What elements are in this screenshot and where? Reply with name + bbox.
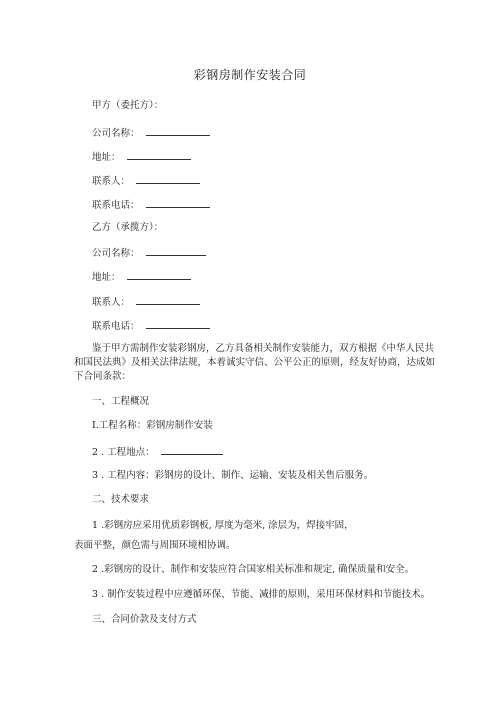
section-1-item-3: 3 . 工程内容：彩钢房的设计、制作、运输、安装及相关售后服务。 [92,470,374,481]
party-b-address-row [92,270,191,284]
party-b-heading: 乙方（承揽方）： [92,222,164,233]
section-2-item-1-line-1: 1 .彩钢房应采用优质彩钢板, 厚度为毫米, 涂层为，焊接牢固， [92,520,354,531]
party-a-phone-row [92,198,210,212]
party-a-phone-label: 联系电话： [92,200,140,211]
party-b-company-row [92,246,206,260]
party-b-company-label: 公司名称： [92,248,140,259]
party-b-contact-row [92,295,200,309]
party-b-address-blank [127,270,191,280]
party-b-company-blank [146,246,206,256]
party-a-company-label: 公司名称： [92,128,140,139]
party-b-contact-label: 联系人： [92,297,131,308]
party-b-phone-label: 联系电话： [92,321,140,332]
party-a-contact-label: 联系人： [92,176,131,187]
party-a-address-label: 地址： [92,152,121,163]
intro-line-2: 和国民法典》及相关法律法规，本着诚实守信、公平公正的原则，经友好协商，达成如 [74,357,436,368]
section-1-item-2: 2 . 工程地点： [92,447,155,458]
party-b-address-label: 地址： [92,272,121,283]
section-2-item-3: 3 . 制作安装过程中应遵循环保、节能、减排的原则，采用环保材料和节能技术。 [92,589,431,600]
party-a-contact-blank [136,174,200,184]
section-1-item-2-row [92,445,223,459]
party-b-phone-row [92,319,210,333]
section-1-heading: 一、工程概况 [92,396,150,407]
party-a-company-row [92,126,210,140]
section-2-item-2: 2 .彩钢房的设计、制作和安装应符合国家相关标准和规定, 确保质量和安全。 [92,564,415,575]
section-2-heading: 二、技术要求 [92,494,150,505]
section-2-item-1-line-2: 表面平整，颜色需与周围环境相协调。 [74,540,236,551]
party-b-contact-blank [136,295,200,305]
party-a-company-blank [146,126,210,136]
section-1-item-2-blank [161,445,223,455]
party-a-phone-blank [146,198,210,208]
party-b-phone-blank [146,319,210,329]
party-a-address-row [92,150,191,164]
party-a-address-blank [127,150,191,160]
intro-line-3: 下合同条款： [74,371,132,382]
intro-line-1: 鉴于甲方需制作安装彩钢房，乙方具备相关制作安装能力，双方根据《中华人民共 [92,343,435,354]
party-a-contact-row [92,174,200,188]
document-title: 彩钢房制作安装合同 [193,68,307,82]
section-3-heading: 三、合同价款及支付方式 [92,614,197,625]
party-a-heading: 甲方（委托方）： [92,100,164,111]
section-1-item-1: I.工程名称：彩钢房制作安装 [92,420,213,431]
